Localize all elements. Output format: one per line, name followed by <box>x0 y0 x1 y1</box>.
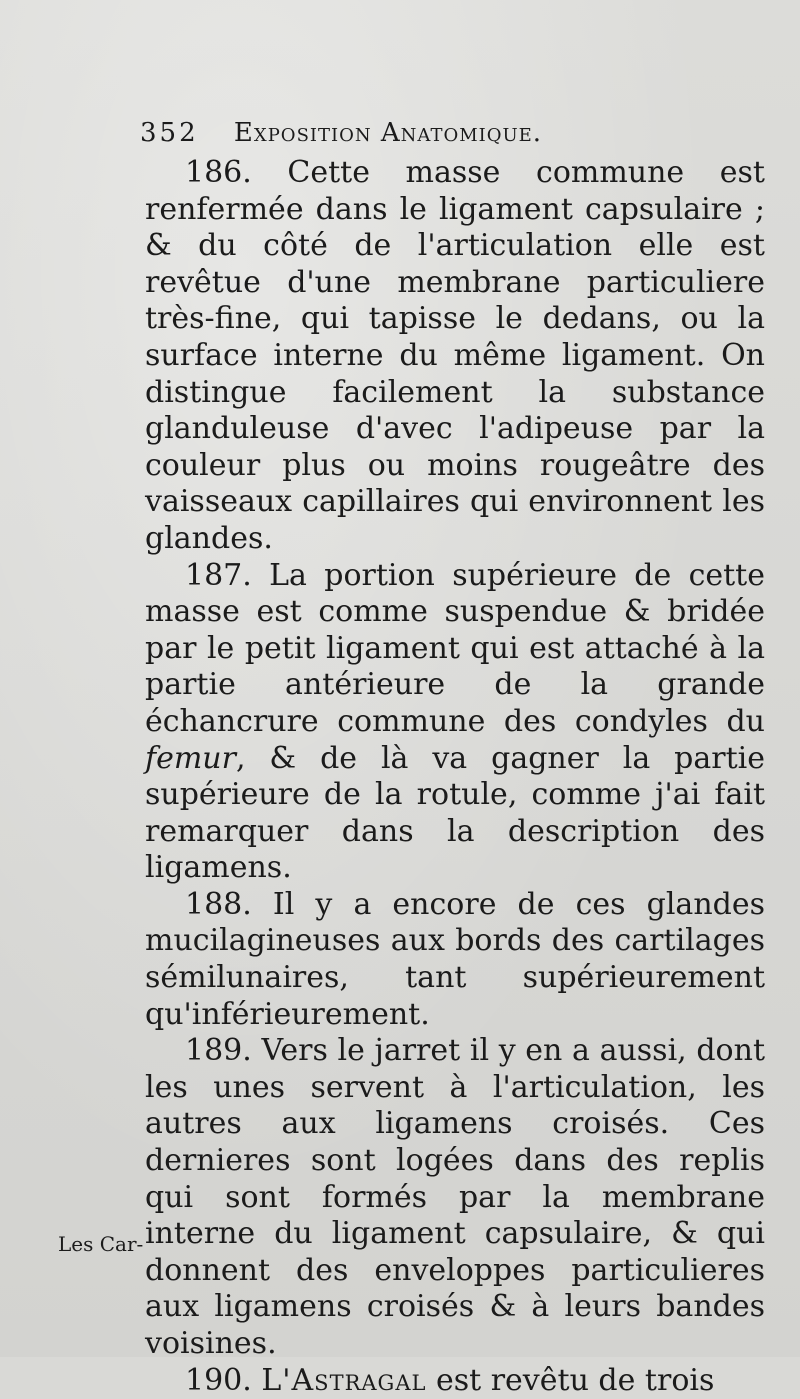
page-body <box>145 155 765 1399</box>
paragraph-188: 188. Il y a encore de ces glandes mucilagineuses aux bords des cartilages sémilunaires, tant supérieurement qu'inférieurement. <box>145 886 765 1032</box>
paragraph-190 <box>145 1363 765 1399</box>
paragraph-190-text: est revêtu de trois <box>426 1362 715 1398</box>
paragraph-189: 189. Vers le jarret il y en a aussi, dont les unes servent à l'articulation, les autres aux ligamens croisés. Ces dernieres sont logées dans des replis qui sont formés par la membrane interne du ligament capsulaire, & qui donnent des enveloppes particulieres aux ligamens croisés & à leurs bandes voisines. <box>145 1033 765 1361</box>
page-number: 352 <box>140 118 199 148</box>
running-title: Exposition Anatomique. <box>233 118 543 148</box>
paragraph-187-italic-term: femur <box>145 740 236 776</box>
margin-note: Les Car- <box>58 1232 144 1256</box>
paragraph-190-number: 190. <box>185 1362 252 1398</box>
paragraph-187 <box>145 558 765 887</box>
paragraph-186: 186. Cette masse commune est renfermée dans le ligament capsulaire ; & du côté de l'articulation elle est revêtue d'une membrane particuliere très-fine, qui tapisse le dedans, ou la surface interne du même ligament. On distingue facilement la substance glanduleuse d'avec l'adipeuse par la couleur plus ou moins rougeâtre des vaisseaux capillaires qui environnent les glandes. <box>145 155 765 556</box>
page-header <box>140 118 760 148</box>
paragraph-190-small-caps: L'Astragal <box>261 1362 427 1398</box>
paragraph-187-text-b: , & de là va gagner la partie supérieure de la rotule, comme j'ai fait remarquer dans la description des ligamens. <box>145 740 765 886</box>
paragraph-187-text-a: 187. La portion supérieure de cette masse est comme suspendue & bridée par le petit ligament qui est attaché à la partie antérieure de la grande échancrure commune des condyles du <box>145 557 765 739</box>
